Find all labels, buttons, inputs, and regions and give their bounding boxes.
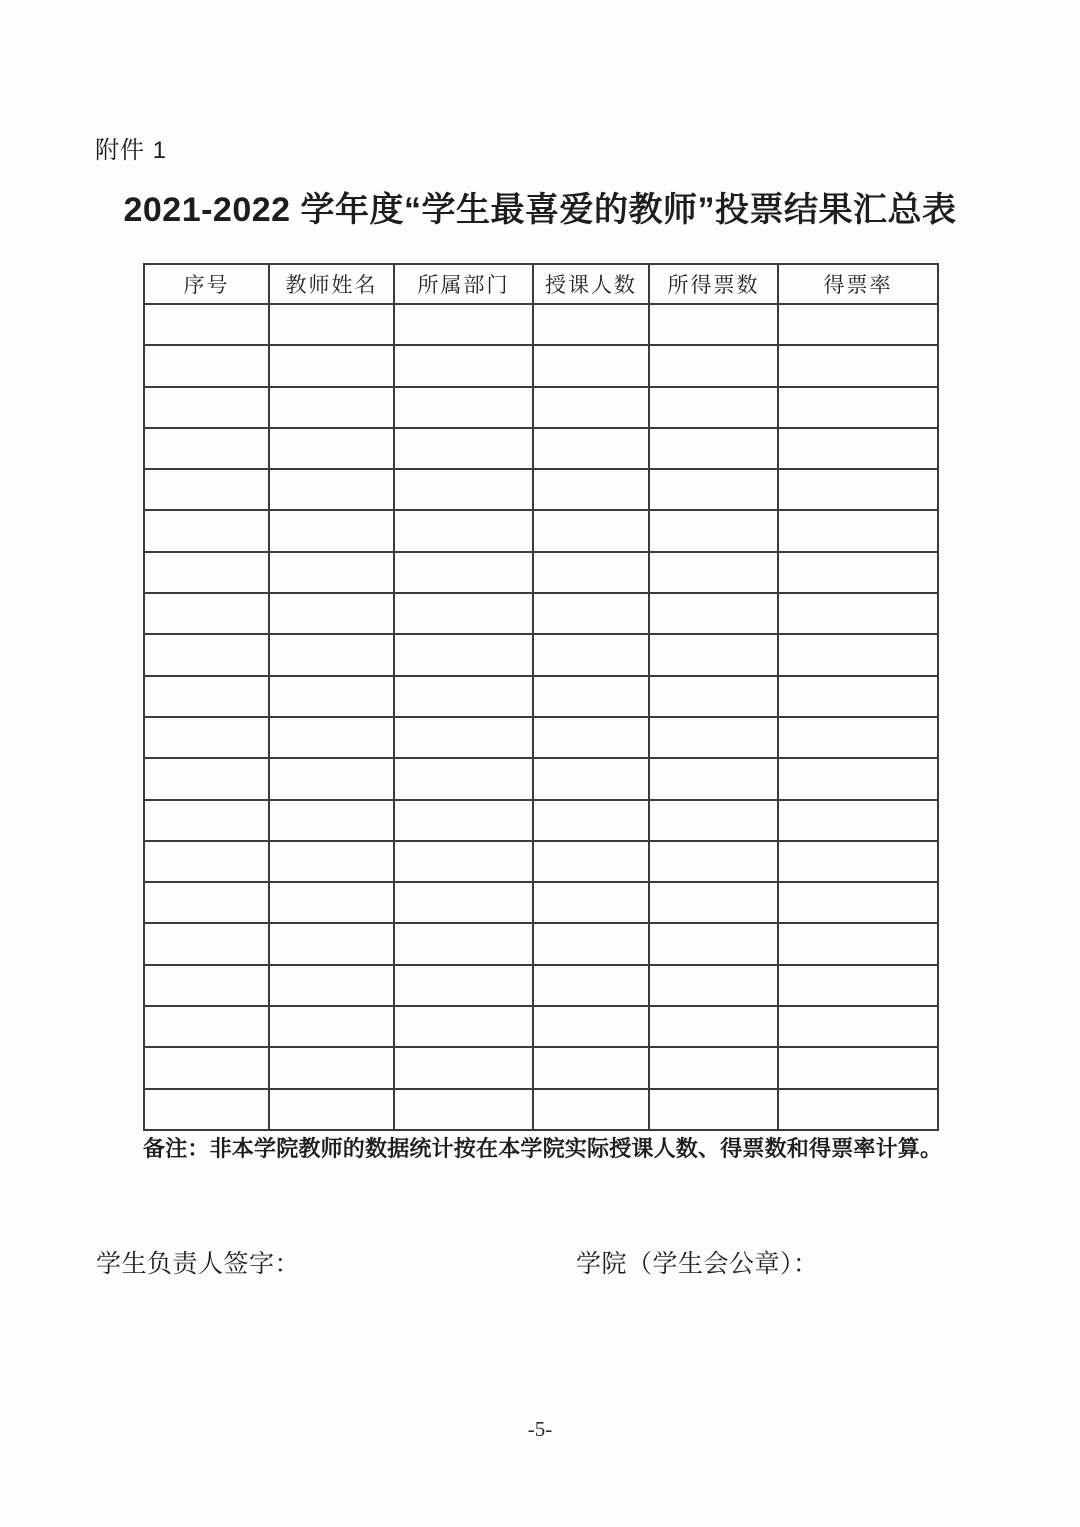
empty-cell	[144, 1047, 269, 1088]
empty-cell	[144, 428, 269, 469]
empty-cell	[778, 304, 938, 345]
empty-cell	[533, 428, 649, 469]
table-row	[144, 387, 938, 428]
column-header: 所得票数	[649, 264, 778, 304]
empty-cell	[394, 634, 533, 675]
table-row	[144, 1047, 938, 1088]
empty-cell	[649, 676, 778, 717]
table-row	[144, 469, 938, 510]
empty-cell	[394, 758, 533, 799]
empty-cell	[533, 634, 649, 675]
empty-cell	[649, 758, 778, 799]
table-row	[144, 965, 938, 1006]
attachment-label: 附件 1	[95, 137, 168, 164]
empty-cell	[649, 634, 778, 675]
empty-cell	[533, 965, 649, 1006]
empty-cell	[533, 1047, 649, 1088]
empty-cell	[269, 923, 394, 964]
empty-cell	[533, 304, 649, 345]
empty-cell	[649, 304, 778, 345]
empty-cell	[394, 923, 533, 964]
empty-cell	[269, 552, 394, 593]
empty-cell	[269, 304, 394, 345]
table-row	[144, 428, 938, 469]
empty-cell	[649, 1089, 778, 1130]
table-row	[144, 552, 938, 593]
empty-cell	[533, 676, 649, 717]
column-header: 授课人数	[533, 264, 649, 304]
empty-cell	[778, 634, 938, 675]
empty-cell	[649, 965, 778, 1006]
empty-cell	[144, 676, 269, 717]
empty-cell	[394, 1006, 533, 1047]
empty-cell	[649, 841, 778, 882]
empty-cell	[269, 387, 394, 428]
table-row	[144, 676, 938, 717]
empty-cell	[144, 552, 269, 593]
empty-cell	[144, 717, 269, 758]
empty-cell	[778, 1047, 938, 1088]
empty-cell	[649, 510, 778, 551]
table-row	[144, 593, 938, 634]
empty-cell	[269, 634, 394, 675]
empty-cell	[394, 717, 533, 758]
empty-cell	[394, 965, 533, 1006]
table-row	[144, 882, 938, 923]
empty-cell	[144, 841, 269, 882]
empty-cell	[533, 593, 649, 634]
empty-cell	[533, 717, 649, 758]
table-row	[144, 304, 938, 345]
table-row	[144, 758, 938, 799]
empty-cell	[649, 1047, 778, 1088]
empty-cell	[394, 345, 533, 386]
table-row	[144, 1089, 938, 1130]
empty-cell	[778, 717, 938, 758]
table-row	[144, 1006, 938, 1047]
empty-cell	[778, 841, 938, 882]
empty-cell	[144, 387, 269, 428]
empty-cell	[394, 593, 533, 634]
empty-cell	[649, 469, 778, 510]
empty-cell	[649, 1006, 778, 1047]
empty-cell	[649, 387, 778, 428]
table-row	[144, 717, 938, 758]
empty-cell	[649, 428, 778, 469]
empty-cell	[649, 345, 778, 386]
empty-cell	[144, 634, 269, 675]
empty-cell	[269, 1006, 394, 1047]
table-row	[144, 841, 938, 882]
empty-cell	[649, 717, 778, 758]
empty-cell	[778, 1006, 938, 1047]
empty-cell	[269, 593, 394, 634]
empty-cell	[778, 428, 938, 469]
empty-cell	[144, 800, 269, 841]
column-header: 得票率	[778, 264, 938, 304]
empty-cell	[394, 1089, 533, 1130]
empty-cell	[394, 882, 533, 923]
empty-cell	[269, 882, 394, 923]
empty-cell	[533, 800, 649, 841]
empty-cell	[778, 510, 938, 551]
empty-cell	[533, 552, 649, 593]
page-number: -5-	[527, 1417, 553, 1441]
column-header: 教师姓名	[269, 264, 394, 304]
empty-cell	[144, 758, 269, 799]
empty-cell	[649, 552, 778, 593]
empty-cell	[778, 965, 938, 1006]
empty-cell	[394, 304, 533, 345]
empty-cell	[778, 800, 938, 841]
empty-cell	[533, 882, 649, 923]
college-seal-label: 学院（学生会公章）：	[576, 1251, 819, 1278]
empty-cell	[394, 428, 533, 469]
empty-cell	[778, 923, 938, 964]
empty-cell	[778, 593, 938, 634]
empty-cell	[394, 676, 533, 717]
empty-cell	[533, 387, 649, 428]
empty-cell	[649, 800, 778, 841]
empty-cell	[394, 387, 533, 428]
empty-cell	[394, 469, 533, 510]
student-signature-label: 学生负责人签字：	[96, 1251, 301, 1278]
table-row	[144, 510, 938, 551]
empty-cell	[778, 345, 938, 386]
empty-cell	[778, 469, 938, 510]
page-title: 2021-2022 学年度“学生最喜爱的教师”投票结果汇总表	[123, 191, 957, 229]
empty-cell	[394, 1047, 533, 1088]
empty-cell	[269, 345, 394, 386]
empty-cell	[533, 510, 649, 551]
empty-cell	[144, 965, 269, 1006]
table-body	[144, 304, 938, 1130]
empty-cell	[394, 510, 533, 551]
table-row	[144, 345, 938, 386]
empty-cell	[269, 428, 394, 469]
empty-cell	[533, 469, 649, 510]
empty-cell	[144, 304, 269, 345]
table-row	[144, 923, 938, 964]
empty-cell	[778, 676, 938, 717]
empty-cell	[778, 387, 938, 428]
empty-cell	[778, 1089, 938, 1130]
empty-cell	[533, 345, 649, 386]
empty-cell	[533, 841, 649, 882]
column-header: 所属部门	[394, 264, 533, 304]
empty-cell	[649, 882, 778, 923]
empty-cell	[144, 1089, 269, 1130]
empty-cell	[144, 469, 269, 510]
table-row	[144, 800, 938, 841]
empty-cell	[394, 800, 533, 841]
empty-cell	[144, 1006, 269, 1047]
empty-cell	[269, 717, 394, 758]
table-header-row	[144, 264, 938, 304]
empty-cell	[394, 552, 533, 593]
empty-cell	[269, 800, 394, 841]
table-row	[144, 634, 938, 675]
empty-cell	[269, 676, 394, 717]
empty-cell	[144, 923, 269, 964]
empty-cell	[269, 1047, 394, 1088]
empty-cell	[649, 923, 778, 964]
empty-cell	[269, 965, 394, 1006]
footnote: 备注：非本学院教师的数据统计按在本学院实际授课人数、得票数和得票率计算。	[143, 1136, 943, 1161]
empty-cell	[144, 510, 269, 551]
empty-cell	[778, 882, 938, 923]
vote-summary-table	[143, 263, 939, 1131]
column-header: 序号	[144, 264, 269, 304]
empty-cell	[269, 1089, 394, 1130]
empty-cell	[778, 552, 938, 593]
empty-cell	[269, 469, 394, 510]
empty-cell	[269, 510, 394, 551]
empty-cell	[778, 758, 938, 799]
empty-cell	[649, 593, 778, 634]
empty-cell	[269, 758, 394, 799]
empty-cell	[269, 841, 394, 882]
empty-cell	[144, 882, 269, 923]
empty-cell	[533, 923, 649, 964]
empty-cell	[394, 841, 533, 882]
empty-cell	[144, 345, 269, 386]
empty-cell	[533, 1089, 649, 1130]
empty-cell	[533, 758, 649, 799]
empty-cell	[533, 1006, 649, 1047]
empty-cell	[144, 593, 269, 634]
